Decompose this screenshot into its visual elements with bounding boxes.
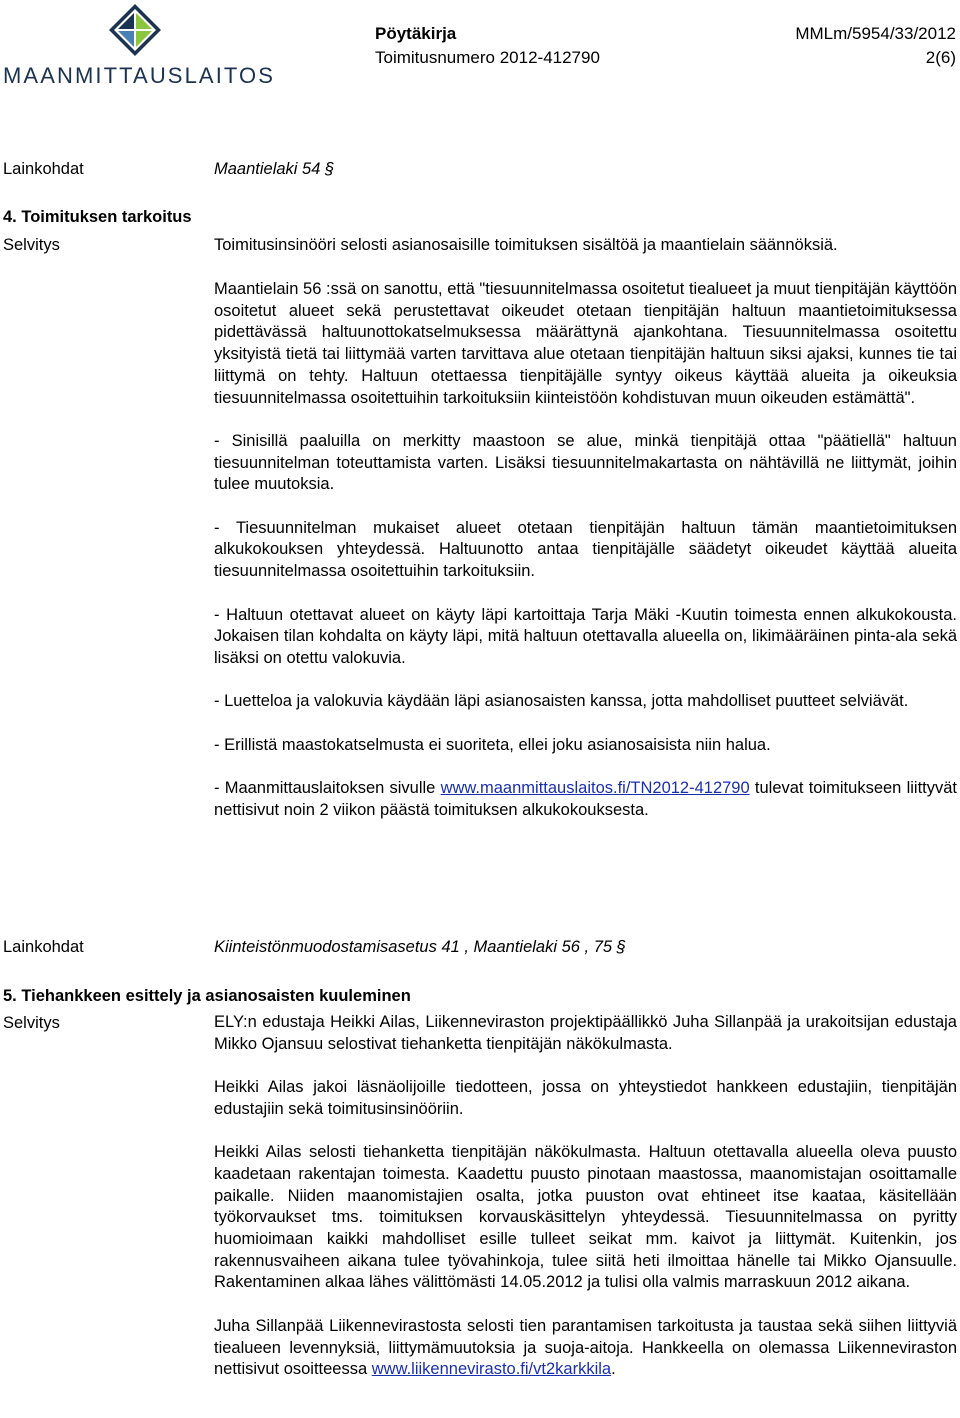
section-4-heading: 4. Toimituksen tarkoitus	[3, 208, 192, 226]
lainkohdat-value-2: Kiinteistönmuodostamisasetus 41 , Maantielaki 56 , 75 §	[214, 938, 626, 956]
quote-paragraph: Maantielain 56 :ssä on sanottu, että "tiesuunnitelmassa osoitetut tiealueet ja muut tienpitäjän käyttöön osoitetut alueet sekä perustettavat oikeudet otetaan tienpitäjän haltuun maantietoimituksessa pidettävässä haltuunottokatselmuksessa määrättynä ajankohtana. Tiesuunnitelmassa osoitettu yksityistä tietä tai liittymää varten tarvittava alue otetaan tienpitäjän haltuun siksi ajaksi, kunnes tie tai liittymä on tehty. Haltuun otettaessa tienpitäjälle syntyy oikeus käyttää alueita ja oikeuksia tiesuunnitelmassa osoitettuihin tarkoituksiin kiinteistöön kohdistuvan muun oikeuden estämättä".	[214, 280, 957, 407]
section-4-body	[214, 279, 957, 843]
section-5-body	[214, 1012, 957, 1403]
section-5-paragraph-2: Heikki Ailas jakoi läsnäolijoille tiedotteen, jossa on yhteystiedot hankkeen edustajiin, tienpitäjän edustajiin sekä toimitusinsinööriin.	[214, 1078, 957, 1118]
list-paragraph-3: - Haltuun otettavat alueet on käyty läpi kartoittaja Tarja Mäki -Kuutin toimesta ennen alkukokousta. Jokaisen tilan kohdalta on käyty läpi, mitä haltuun otettavalla alueella on, likimääräinen pinta-ala sekä lisäksi on otettu valokuvia.	[214, 605, 957, 667]
section-4-intro: Toimitusinsinööri selosti asianosaisille toimituksen sisältöä ja maantielain säännöksiä.	[214, 236, 838, 254]
document-id: MMLm/5954/33/2012	[795, 24, 956, 43]
maanmittauslaitos-link[interactable]: www.maanmittauslaitos.fi/TN2012-412790	[440, 779, 750, 798]
list-paragraph-1: - Sinisillä paaluilla on merkitty maastoon se alue, minkä tienpitäjä ottaa "päätiellä" haltuun tiesuunnitelman toteuttamista varten. Lisäksi tiesuunnitelmakartasta on nähtävillä ne liittymät, joihin tulee muutoksia.	[214, 431, 957, 494]
lainkohdat-label-2: Lainkohdat	[3, 938, 84, 956]
list-paragraph-2: - Tiesuunnitelman mukaiset alueet otetaan tienpitäjän haltuun tämän maantietoimituksen alkukokouksen yhteydessä. Haltuunotto antaa tienpitäjälle säädetyt oikeudet käyttää alueita tiesuunnitelmassa osoitettuihin tarkoituksiin.	[214, 518, 957, 581]
liikennevirasto-link[interactable]: www.liikennevirasto.fi/vt2karkkila	[371, 1360, 612, 1379]
selvitys-label: Selvitys	[3, 236, 60, 254]
selvitys-label-2: Selvitys	[3, 1014, 60, 1032]
section-5-paragraph-1: ELY:n edustaja Heikki Ailas, Liikenneviraston projektipäällikkö Juha Sillanpää ja urakoitsijan edustaja Mikko Ojansuu selostivat tiehanketta tienpitäjän näkökulmasta.	[214, 1013, 957, 1053]
logo-text: MAANMITTAUSLAITOS	[3, 63, 276, 88]
document-type: Pöytäkirja	[375, 24, 457, 43]
section-5-paragraph-4: Juha Sillanpää Liikennevirastosta selosti tien parantamisen tarkoitusta ja taustaa sekä siihen liittyviä tiealueen levennyksiä, liittymämuutoksia ja suoja-aitoja. Hankkeella on olemassa Liikenneviraston nettisivut osoitteessa www.liikennevirasto.fi/vt2karkkila.	[214, 1316, 957, 1379]
maanmittauslaitos-logo-icon	[107, 2, 163, 58]
lainkohdat-value: Maantielaki 54 §	[214, 160, 335, 178]
list-paragraph-4: - Luetteloa ja valokuvia käydään läpi asianosaisten kanssa, jotta mahdolliset puutteet selviävät.	[214, 692, 909, 711]
section-5-heading: 5. Tiehankkeen esittely ja asianosaisten kuuleminen	[3, 987, 411, 1005]
list-paragraph-5: - Erillistä maastokatselmusta ei suoriteta, ellei joku asianosaisista niin halua.	[214, 735, 771, 754]
web-page-paragraph: - Maanmittauslaitoksen sivulle www.maanmittauslaitos.fi/TN2012-412790 tulevat toimitukseen liittyvät nettisivut noin 2 viikon päästä toimituksen alkukokouksesta.	[214, 779, 957, 819]
page-number: 2(6)	[925, 48, 956, 67]
lainkohdat-label: Lainkohdat	[3, 160, 84, 178]
section-5-paragraph-3: Heikki Ailas selosti tiehanketta tienpitäjän näkökulmasta. Haltuun otettavalla alueella oleva puusto kaadetaan rakentajan toimesta. Kaadettu puusto pinotaan maastossa, maanomistajan osoittamalle paikalle. Niiden maanomistajien osalta, jotka puuston ovat ehtineet itse kaataa, käsitellään työkorvaukset tms. toimituksen korvauskäsittelyn yhteydessä. Tiesuunnitelmassa on pyritty huomioimaan kaikki mahdolliset esille tulleet seikat mm. kaivot ja liittymät. Kuitenkin, jos rakennusvaiheen aikana tulee työvahinkoja, tulee siitä heti ilmoittaa hänelle tai Mikko Ojansuulle. Rakentaminen alkaa lähes välittömästi 14.05.2012 ja tulisi olla valmis marraskuun 2012 aikana.	[214, 1143, 957, 1292]
toimitusnumero: Toimitusnumero 2012-412790	[375, 48, 600, 67]
